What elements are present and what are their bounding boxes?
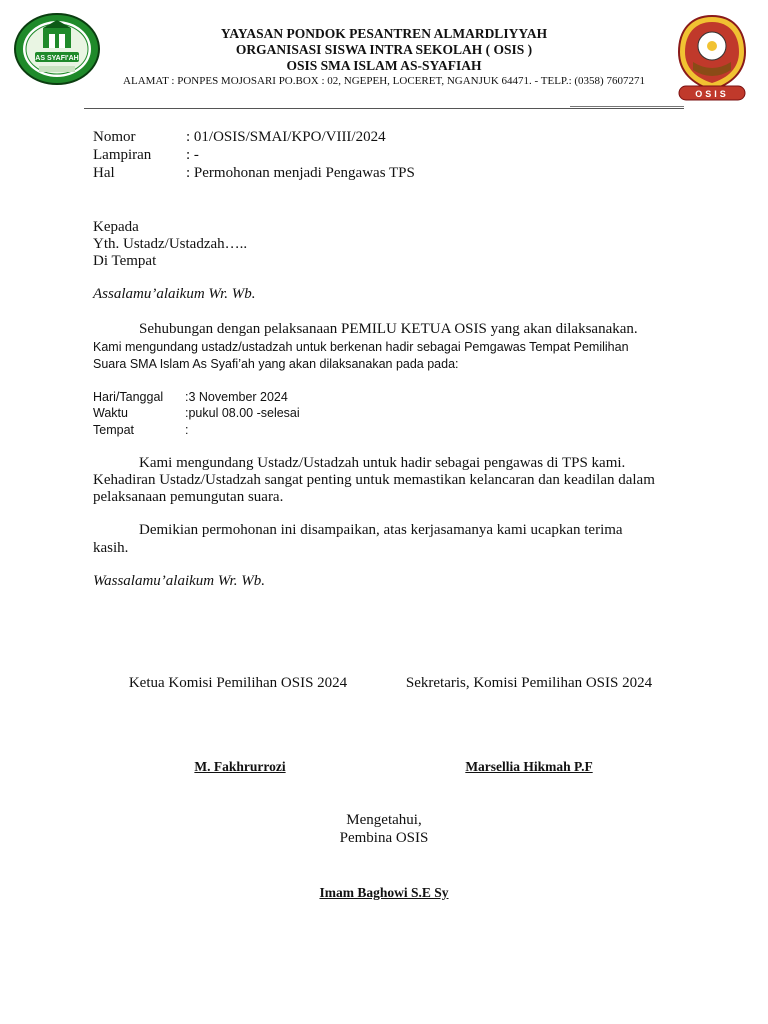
body-paragraph-3-line-2: kasih. bbox=[93, 540, 129, 556]
approval-line-1: Mengetahui, bbox=[346, 812, 422, 828]
logo-left-text: AS SYAFI'AH bbox=[35, 55, 79, 62]
date-label: Hari/Tanggal bbox=[93, 390, 164, 404]
recipient-line-2: Yth. Ustadz/Ustadzah….. bbox=[93, 236, 248, 252]
approver-name: Imam Baghowi S.E Sy bbox=[319, 885, 449, 900]
body-paragraph-2-line-3: pelaksanaan pemungutan suara. bbox=[93, 489, 284, 505]
address-line: ALAMAT : PONPES MOJOSARI PO.BOX : 02, NGEPEH, LOCERET, NGANJUK 64471. - TELP.: (0358) 7607271 bbox=[123, 75, 645, 87]
body-paragraph-1b-line-2: Suara SMA Islam As Syafi’ah yang akan dilaksanakan pada pada: bbox=[93, 357, 459, 371]
recipient-line-1: Kepada bbox=[93, 219, 139, 235]
nomor-label: Nomor bbox=[93, 129, 136, 145]
header-divider-accent bbox=[570, 106, 684, 107]
time-value: :pukul 08.00 -selesai bbox=[185, 406, 300, 420]
time-label: Waktu bbox=[93, 406, 128, 420]
hal-value: : Permohonan menjadi Pengawas TPS bbox=[186, 165, 415, 181]
lampiran-value: : - bbox=[186, 147, 199, 163]
body-paragraph-1: Sehubungan dengan pelaksanaan PEMILU KETUA OSIS yang akan dilaksanakan. bbox=[139, 321, 638, 337]
body-paragraph-1b-line-1: Kami mengundang ustadz/ustadzah untuk berkenan hadir sebagai Pemgawas Tempat Pemilihan bbox=[93, 340, 629, 354]
right-signatory-name: Marsellia Hikmah P.F bbox=[465, 759, 593, 774]
recipient-line-3: Di Tempat bbox=[93, 253, 157, 269]
approval-line-2: Pembina OSIS bbox=[339, 830, 429, 846]
foundation-name: YAYASAN PONDOK PESANTREN ALMARDLIYYAH bbox=[220, 26, 548, 41]
right-signatory-title: Sekretaris, Komisi Pemilihan OSIS 2024 bbox=[405, 675, 653, 691]
organization-name: ORGANISASI SISWA INTRA SEKOLAH ( OSIS ) bbox=[235, 42, 533, 57]
nomor-value: : 01/OSIS/SMAI/KPO/VIII/2024 bbox=[186, 129, 386, 145]
closing-salutation: Wassalamu’alaikum Wr. Wb. bbox=[93, 573, 265, 589]
greeting: Assalamu’alaikum Wr. Wb. bbox=[93, 286, 256, 302]
header-divider bbox=[84, 108, 684, 109]
hal-label: Hal bbox=[93, 165, 115, 181]
lampiran-label: Lampiran bbox=[93, 147, 152, 163]
date-value: :3 November 2024 bbox=[185, 390, 288, 404]
place-value: : bbox=[185, 423, 189, 437]
body-paragraph-2-line-2: Kehadiran Ustadz/Ustadzah sangat penting untuk memastikan kelancaran dan keadilan dalam bbox=[93, 472, 655, 488]
body-paragraph-3-line-1: Demikian permohonan ini disampaikan, atas kerjasamanya kami ucapkan terima bbox=[139, 522, 623, 538]
logo-right-text: OSIS bbox=[695, 89, 729, 99]
school-name: OSIS SMA ISLAM AS-SYAFIAH bbox=[286, 58, 482, 73]
left-signatory-title: Ketua Komisi Pemilihan OSIS 2024 bbox=[128, 675, 348, 691]
body-paragraph-2-line-1: Kami mengundang Ustadz/Ustadzah untuk hadir sebagai pengawas di TPS kami. bbox=[139, 455, 626, 471]
place-label: Tempat bbox=[93, 423, 134, 437]
left-signatory-name: M. Fakhrurrozi bbox=[194, 759, 286, 774]
